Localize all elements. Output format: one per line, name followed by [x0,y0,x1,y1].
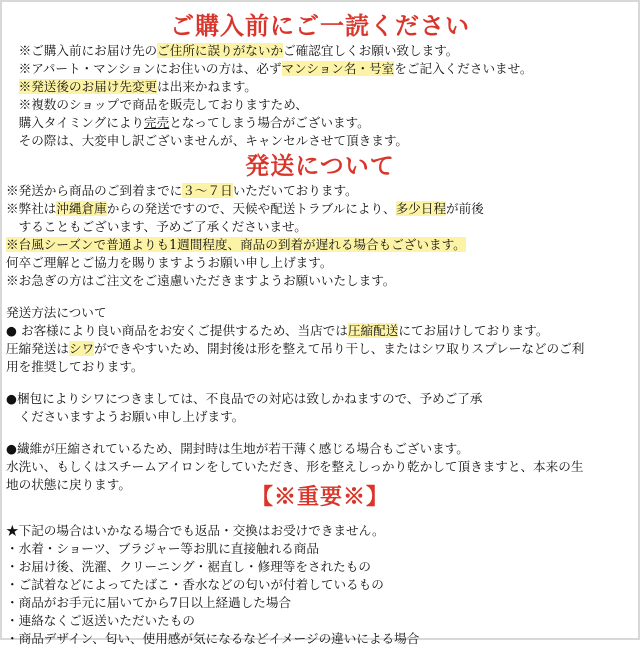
heading-important: 【※重要※】 [250,484,389,510]
notice-line: ● お客様により良い商品をお安くご提供するため、当店では圧縮配送にてお届けしております。 [6,323,549,338]
notice-line: ※アパート・マンションにお住いの方は、必ずマンション名・号室をご記入くださいませ。 [6,61,533,76]
notice-line [6,236,634,254]
notice-line: 地の状態に戻ります。 [6,477,131,492]
notice-line: くださいますようお願い申し上げます。 [6,409,245,424]
notice-line: ※複数のショップで商品を販売しておりますため、 [6,97,308,112]
notice-line: することもございます、予めご了承くださいませ。 [6,219,307,234]
notice-line: 購入タイミングにより完売となってしまう場合がございます。 [6,115,370,130]
highlighted-text: ※台風シーズンで普通よりも1週間程度、商品の到着が遅れる場合もございます。 [6,237,466,252]
notice-line: その際は、大変申し訳ございませんが、キャンセルさせて頂きます。 [6,133,408,148]
highlighted-text: 沖縄倉庫 [56,201,107,216]
notice-line: ・連絡なくご返送いただいたもの [6,613,195,628]
notice-line: 発送方法について [6,305,107,320]
highlighted-text: シワ [68,341,95,356]
notice-line: ※発送後のお届け先変更は出来かねます。 [18,79,257,94]
highlighted-text: ご住所に誤りがないか [157,43,284,58]
notice-line: 水洗い、もしくはスチームアイロンをしていただき、形を整えしっかり乾かして頂きますと、本来の生 [6,459,584,474]
notice-line: ・商品デザイン、匂い、使用感が気になるなどイメージの違いによる場合 [6,631,420,646]
highlighted-text: マンション名・号室 [281,61,395,76]
notice-line: ●繊維が圧縮されているため、開封時は生地が若干薄く感じる場合もございます。 [6,441,469,456]
notice-line: ※発送から商品のご到着までに３〜７日いただいております。 [6,183,358,198]
notice-line: 用を推奨しております。 [6,359,144,374]
heading-before-purchase: ご購入前にご一読ください [170,11,470,40]
notice-line: 圧縮発送はシワができやすいため、開封後は形を整えて吊り干し、またはシワ取りスプレーなどのご利 [6,341,585,356]
notice-line: ・水着・ショーツ、ブラジャー等お肌に直接触れる商品 [6,541,319,556]
notice-line: ●梱包によりシワにつきましては、不良品での対応は致しかねますので、予めご了承 [6,391,483,406]
notice-line: ・お届け後、洗濯、クリーニング・裾直し・修理等をされたもの [6,559,371,574]
highlighted-text: 多少日程 [395,201,447,216]
notice-line: 何卒ご理解とご協力を賜りますようお願い申し上げます。 [6,255,333,270]
heading-shipping: 発送について [245,151,395,180]
notice-line: ※お急ぎの方はご注文をご遠慮いただきますようお願いいたします。 [6,273,396,288]
notice-line: ・商品がお手元に届いてから7日以上経過した場合 [6,595,292,610]
highlighted-text: ※発送後のお届け先変更 [18,79,158,94]
notice-line: ・ご試着などによってたばこ・香水などの匂いが付着しているもの [6,577,384,592]
notice-line: ※弊社は沖縄倉庫からの発送ですので、天候や配送トラブルにより、多少日程が前後 [6,201,484,216]
notice-line: ★下記の場合はいかなる場合でも返品・交換はお受けできません。 [6,523,385,538]
notice-line: ※ご購入前にお届け先のご住所に誤りがないかご確認宜しくお願い致します。 [6,43,459,58]
underlined-text: 完売 [144,115,170,130]
highlighted-text: ３〜７日 [182,183,233,198]
highlighted-text: 圧縮配送 [347,323,399,338]
